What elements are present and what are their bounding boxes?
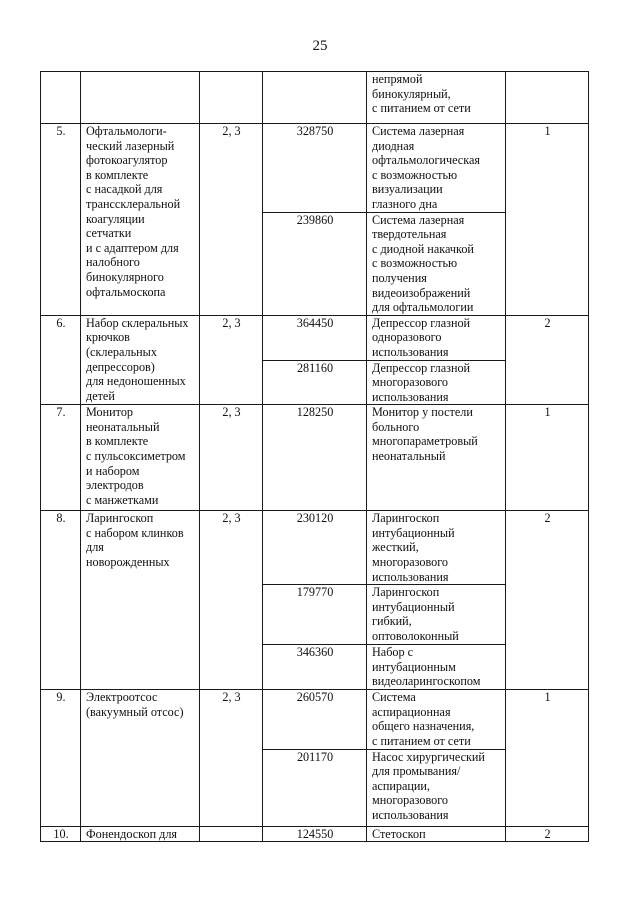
nomenclature-name: [367, 749, 506, 826]
nomenclature-name-line: многопараметровый: [372, 434, 478, 449]
row-number: [41, 72, 81, 124]
equipment-name-line: новорожденных: [86, 555, 170, 570]
equipment-name-line: для недоношенных: [86, 374, 186, 389]
nomenclature-code: 364450: [263, 315, 367, 360]
nomenclature-name: [367, 315, 506, 360]
row-number: 7.: [41, 405, 81, 511]
nomenclature-code: 346360: [263, 645, 367, 690]
row-number: 9.: [41, 690, 81, 826]
nomenclature-name-line: для промывания/: [372, 764, 461, 779]
nomenclature-name-line: с питанием от сети: [372, 734, 471, 749]
equipment-name-line: ческий лазерный: [86, 138, 175, 153]
nomenclature-name-line: общего назначения,: [372, 719, 475, 734]
table-row: [41, 72, 589, 124]
nomenclature-code: 281160: [263, 360, 367, 405]
nomenclature-name-line: одноразового: [372, 330, 442, 345]
equipment-name-line: и набором: [86, 463, 140, 478]
equipment-name: [81, 690, 200, 826]
nomenclature-name-line: Система лазерная: [372, 212, 465, 227]
usage-stage: [200, 826, 263, 842]
table-row: [41, 511, 589, 585]
nomenclature-name-line: твердотельная: [372, 227, 447, 242]
equipment-name-line: в комплекте: [86, 167, 149, 182]
nomenclature-name-line: использования: [372, 569, 449, 584]
equipment-name-line: детей: [86, 388, 115, 403]
nomenclature-name-line: Депрессор глазной: [372, 315, 471, 330]
nomenclature-name: [367, 360, 506, 405]
nomenclature-name-line: видеоизображений: [372, 285, 471, 300]
nomenclature-name-line: жесткий,: [372, 540, 419, 555]
equipment-name-line: налобного: [86, 255, 140, 270]
nomenclature-code: 179770: [263, 585, 367, 645]
nomenclature-name-line: интубационным: [372, 659, 456, 674]
equipment-name-line: Монитор: [86, 405, 134, 420]
nomenclature-name-line: непрямой: [372, 72, 423, 86]
nomenclature-code: 239860: [263, 212, 367, 315]
nomenclature-name-line: интубационный: [372, 525, 455, 540]
nomenclature-name-line: Стетоскоп: [372, 826, 426, 841]
row-number: 10.: [41, 826, 81, 842]
table-row: [41, 315, 589, 360]
usage-stage: [200, 72, 263, 124]
equipment-table-body: [41, 72, 589, 842]
equipment-name-line: Фонендоскоп для: [86, 826, 178, 841]
equipment-name-line: Набор склеральных: [86, 315, 189, 330]
equipment-name-line: депрессоров): [86, 359, 155, 374]
usage-stage: 2, 3: [200, 511, 263, 690]
nomenclature-name: [367, 212, 506, 315]
nomenclature-name: [367, 124, 506, 213]
equipment-name-line: транссклеральной: [86, 196, 181, 211]
nomenclature-name-line: Депрессор глазной: [372, 360, 471, 375]
equipment-name: [81, 124, 200, 316]
nomenclature-name-line: с диодной накачкой: [372, 241, 474, 256]
equipment-name-line: для: [86, 540, 104, 555]
nomenclature-name-line: бинокулярный,: [372, 86, 451, 101]
nomenclature-name-line: визуализации: [372, 182, 443, 197]
usage-stage: 2, 3: [200, 405, 263, 511]
equipment-name-line: сетчатки: [86, 226, 132, 241]
nomenclature-name-line: получения: [372, 270, 427, 285]
equipment-name-line: с насадкой для: [86, 182, 163, 197]
equipment-name-line: неонатальный: [86, 419, 160, 434]
nomenclature-name-line: использования: [372, 344, 449, 359]
nomenclature-name-line: с возможностью: [372, 256, 458, 271]
table-row: [41, 690, 589, 749]
nomenclature-name-line: видеоларингоскопом: [372, 674, 481, 689]
nomenclature-code: 201170: [263, 749, 367, 826]
equipment-name-line: Ларингоскоп: [86, 511, 154, 526]
nomenclature-code: 128250: [263, 405, 367, 511]
nomenclature-code: 328750: [263, 124, 367, 213]
nomenclature-code: 124550: [263, 826, 367, 842]
row-number: 6.: [41, 315, 81, 405]
usage-stage: 2, 3: [200, 124, 263, 316]
nomenclature-name-line: больного: [372, 419, 420, 434]
equipment-name-line: с пульсоксиметром: [86, 449, 186, 464]
equipment-name-line: бинокулярного: [86, 269, 164, 284]
equipment-name-line: (склеральных: [86, 344, 157, 359]
nomenclature-name-line: Набор с: [372, 645, 414, 660]
usage-stage: 2, 3: [200, 690, 263, 826]
nomenclature-name-line: Насос хирургический: [372, 749, 485, 764]
nomenclature-name-line: использования: [372, 808, 449, 823]
nomenclature-name: [367, 405, 506, 511]
nomenclature-code: 230120: [263, 511, 367, 585]
equipment-name: [81, 511, 200, 690]
nomenclature-name-line: многоразового: [372, 793, 449, 808]
required-quantity: 2: [506, 511, 589, 690]
nomenclature-name-line: офтальмологическая: [372, 153, 480, 168]
nomenclature-name-line: аспирации,: [372, 778, 430, 793]
required-quantity: [506, 72, 589, 124]
equipment-name: [81, 826, 200, 842]
equipment-name-line: электродов: [86, 478, 144, 493]
nomenclature-name: [367, 826, 506, 842]
nomenclature-name: [367, 585, 506, 645]
required-quantity: 2: [506, 826, 589, 842]
nomenclature-name-line: Система: [372, 690, 416, 705]
required-quantity: 2: [506, 315, 589, 405]
table-row: [41, 405, 589, 511]
equipment-name-line: (вакуумный отсос): [86, 704, 184, 719]
table-row: [41, 124, 589, 213]
equipment-name-line: Офтальмологи-: [86, 124, 167, 138]
nomenclature-name-line: для офтальмологии: [372, 300, 474, 315]
equipment-name-line: с набором клинков: [86, 525, 184, 540]
equipment-name-line: коагуляции: [86, 211, 145, 226]
required-quantity: 1: [506, 124, 589, 316]
nomenclature-name-line: оптоволоконный: [372, 629, 459, 644]
nomenclature-name-line: многоразового: [372, 555, 449, 570]
equipment-name-line: офтальмоскопа: [86, 284, 166, 299]
equipment-name-line: Электроотсос: [86, 690, 158, 705]
nomenclature-name-line: Монитор у постели: [372, 405, 473, 420]
nomenclature-name: [367, 72, 506, 124]
nomenclature-code: 260570: [263, 690, 367, 749]
nomenclature-name-line: глазного дна: [372, 196, 438, 211]
nomenclature-name-line: Система лазерная: [372, 124, 465, 138]
equipment-name-line: фотокоагулятор: [86, 153, 168, 168]
row-number: 8.: [41, 511, 81, 690]
nomenclature-name-line: неонатальный: [372, 449, 446, 464]
nomenclature-code: [263, 72, 367, 124]
equipment-name-line: и с адаптером для: [86, 240, 179, 255]
equipment-name: [81, 72, 200, 124]
required-quantity: 1: [506, 690, 589, 826]
nomenclature-name: [367, 690, 506, 749]
table-row: [41, 826, 589, 842]
nomenclature-name-line: гибкий,: [372, 614, 412, 629]
equipment-name: [81, 315, 200, 405]
nomenclature-name-line: аспирационная: [372, 704, 451, 719]
equipment-name: [81, 405, 200, 511]
nomenclature-name-line: диодная: [372, 138, 415, 153]
nomenclature-name-line: Ларингоскоп: [372, 511, 440, 526]
equipment-name-line: в комплекте: [86, 434, 149, 449]
usage-stage: 2, 3: [200, 315, 263, 405]
equipment-table: [40, 71, 589, 842]
nomenclature-name: [367, 511, 506, 585]
required-quantity: 1: [506, 405, 589, 511]
nomenclature-name-line: с возможностью: [372, 167, 458, 182]
nomenclature-name-line: многоразового: [372, 375, 449, 390]
page-number: 25: [312, 38, 328, 54]
equipment-name-line: крючков: [86, 330, 130, 345]
nomenclature-name-line: с питанием от сети: [372, 101, 471, 116]
row-number: 5.: [41, 124, 81, 316]
nomenclature-name-line: использования: [372, 389, 449, 404]
nomenclature-name-line: Ларингоскоп: [372, 585, 440, 600]
nomenclature-name-line: интубационный: [372, 599, 455, 614]
equipment-name-line: с манжетками: [86, 492, 159, 507]
nomenclature-name: [367, 645, 506, 690]
